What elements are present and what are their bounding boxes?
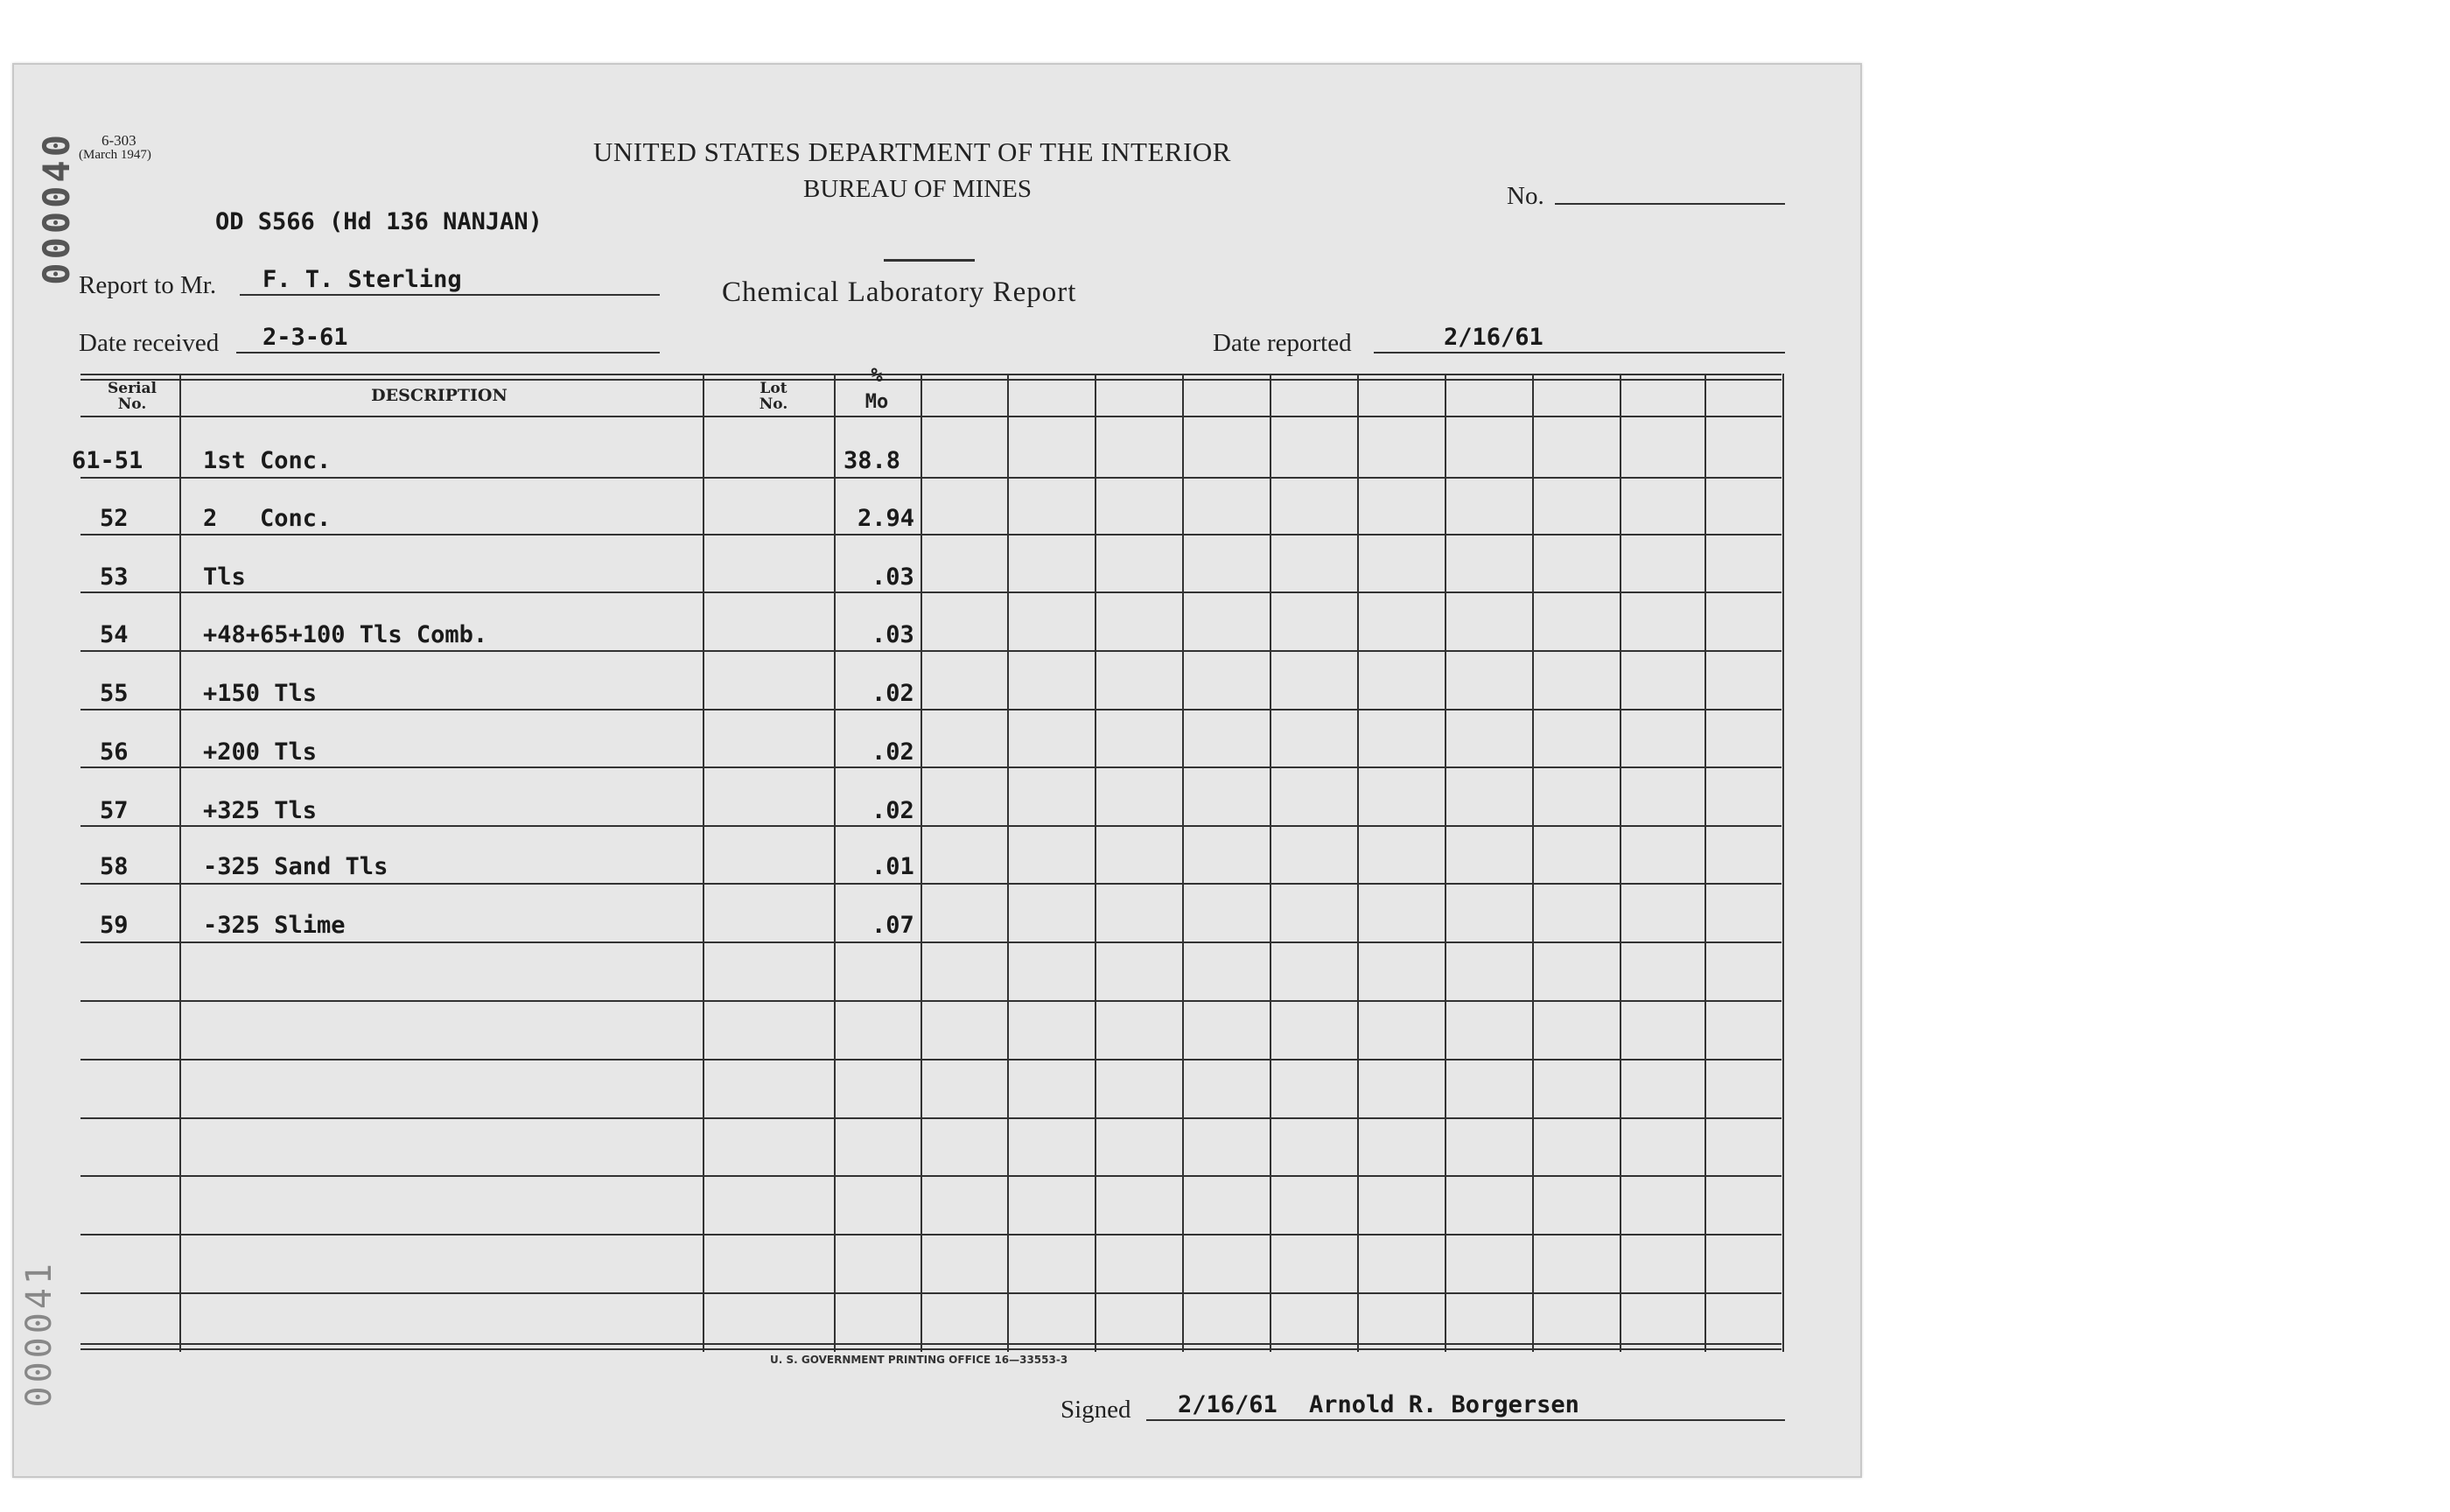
signature-underline [1146, 1419, 1785, 1421]
cell-description: +325 Tls [203, 797, 318, 824]
column-rule [179, 374, 181, 1352]
results-table [72, 365, 1782, 1352]
row-rule [80, 942, 1782, 943]
cell-serial: 54 [100, 621, 129, 648]
header-percent: % [871, 365, 883, 387]
column-rule [834, 374, 836, 1352]
row-rule [80, 1117, 1782, 1119]
row-rule [80, 825, 1782, 827]
column-rule [1782, 374, 1784, 1352]
cell-serial: 52 [100, 505, 129, 532]
table-bottom-rule-2 [80, 1348, 1782, 1350]
cell-value: .07 [872, 912, 914, 939]
side-stamp-bottom: 000041 [19, 1260, 60, 1408]
cell-description: +48+65+100 Tls Comb. [203, 621, 488, 648]
cell-serial: 56 [100, 738, 129, 766]
cell-value: .02 [872, 797, 914, 824]
row-rule [80, 1234, 1782, 1236]
column-rule [1445, 374, 1446, 1352]
row-rule [80, 883, 1782, 885]
table-top-rule-2 [80, 379, 1782, 381]
form-number: 6-303 [102, 132, 136, 149]
column-rule [1182, 374, 1184, 1352]
row-rule [80, 477, 1782, 479]
cell-description: -325 Sand Tls [203, 853, 388, 880]
cell-serial: 55 [100, 680, 129, 707]
column-rule [1007, 374, 1009, 1352]
column-rule [1704, 374, 1706, 1352]
no-underline [1555, 203, 1785, 205]
title-rule [884, 259, 975, 262]
column-rule [920, 374, 922, 1352]
column-rule [703, 374, 704, 1352]
reference-code: OD S566 (Hd 136 NANJAN) [215, 208, 542, 235]
date-received-label: Date received [79, 329, 220, 357]
report-to-underline [240, 294, 660, 296]
form-date: (March 1947) [79, 148, 151, 162]
date-reported-value: 2/16/61 [1444, 324, 1544, 351]
row-rule [80, 592, 1782, 593]
cell-description: -325 Slime [203, 912, 346, 939]
signed-date: 2/16/61 [1178, 1391, 1278, 1418]
cell-serial: 53 [100, 564, 129, 591]
column-rule [1095, 374, 1096, 1352]
date-received-underline [236, 352, 660, 354]
report-to-value: F. T. Sterling [262, 266, 462, 293]
cell-serial: 59 [100, 912, 129, 939]
row-rule [80, 1175, 1782, 1177]
cell-description: +200 Tls [203, 738, 318, 766]
bureau-title: BUREAU OF MINES [803, 175, 1032, 203]
date-reported-underline [1374, 352, 1785, 354]
header-mo: Mo [864, 391, 889, 413]
date-reported-label: Date reported [1213, 329, 1352, 357]
header-description: DESCRIPTION [371, 386, 508, 405]
cell-value: 38.8 [844, 447, 901, 474]
cell-serial: 58 [100, 853, 129, 880]
row-rule [80, 1000, 1782, 1002]
column-rule [1270, 374, 1271, 1352]
cell-serial: 61-51 [72, 447, 144, 474]
header-lot: Lot No. [759, 380, 788, 413]
row-rule [80, 766, 1782, 768]
cell-value: .03 [872, 621, 914, 648]
column-rule [1532, 374, 1534, 1352]
cell-value: 2.94 [858, 505, 915, 532]
cell-description: +150 Tls [203, 680, 318, 707]
side-stamp-top: 000040 [35, 131, 78, 285]
cell-value: .03 [872, 564, 914, 591]
no-label: No. [1507, 182, 1544, 210]
cell-value: .01 [872, 853, 914, 880]
header-bottom-rule [80, 416, 1782, 417]
cell-description: 2 Conc. [203, 505, 332, 532]
signed-label: Signed [1060, 1396, 1131, 1424]
department-title: UNITED STATES DEPARTMENT OF THE INTERIOR [593, 136, 1231, 167]
report-title: Chemical Laboratory Report [722, 276, 1077, 308]
signed-name: Arnold R. Borgersen [1309, 1391, 1579, 1418]
row-rule [80, 534, 1782, 536]
row-rule [80, 709, 1782, 710]
header-serial: Serial No. [108, 380, 157, 413]
table-top-rule [80, 374, 1782, 375]
report-to-label: Report to Mr. [79, 271, 217, 299]
table-bottom-rule [80, 1343, 1782, 1345]
row-rule [80, 650, 1782, 652]
date-received-value: 2-3-61 [262, 324, 348, 351]
cell-description: Tls [203, 564, 246, 591]
row-rule [80, 1292, 1782, 1294]
cell-serial: 57 [100, 797, 129, 824]
printing-office-note: U. S. GOVERNMENT PRINTING OFFICE 16—33553-3 [770, 1354, 1068, 1366]
column-rule [1357, 374, 1359, 1352]
column-rule [1620, 374, 1621, 1352]
cell-value: .02 [872, 738, 914, 766]
row-rule [80, 1059, 1782, 1060]
cell-value: .02 [872, 680, 914, 707]
cell-description: 1st Conc. [203, 447, 332, 474]
